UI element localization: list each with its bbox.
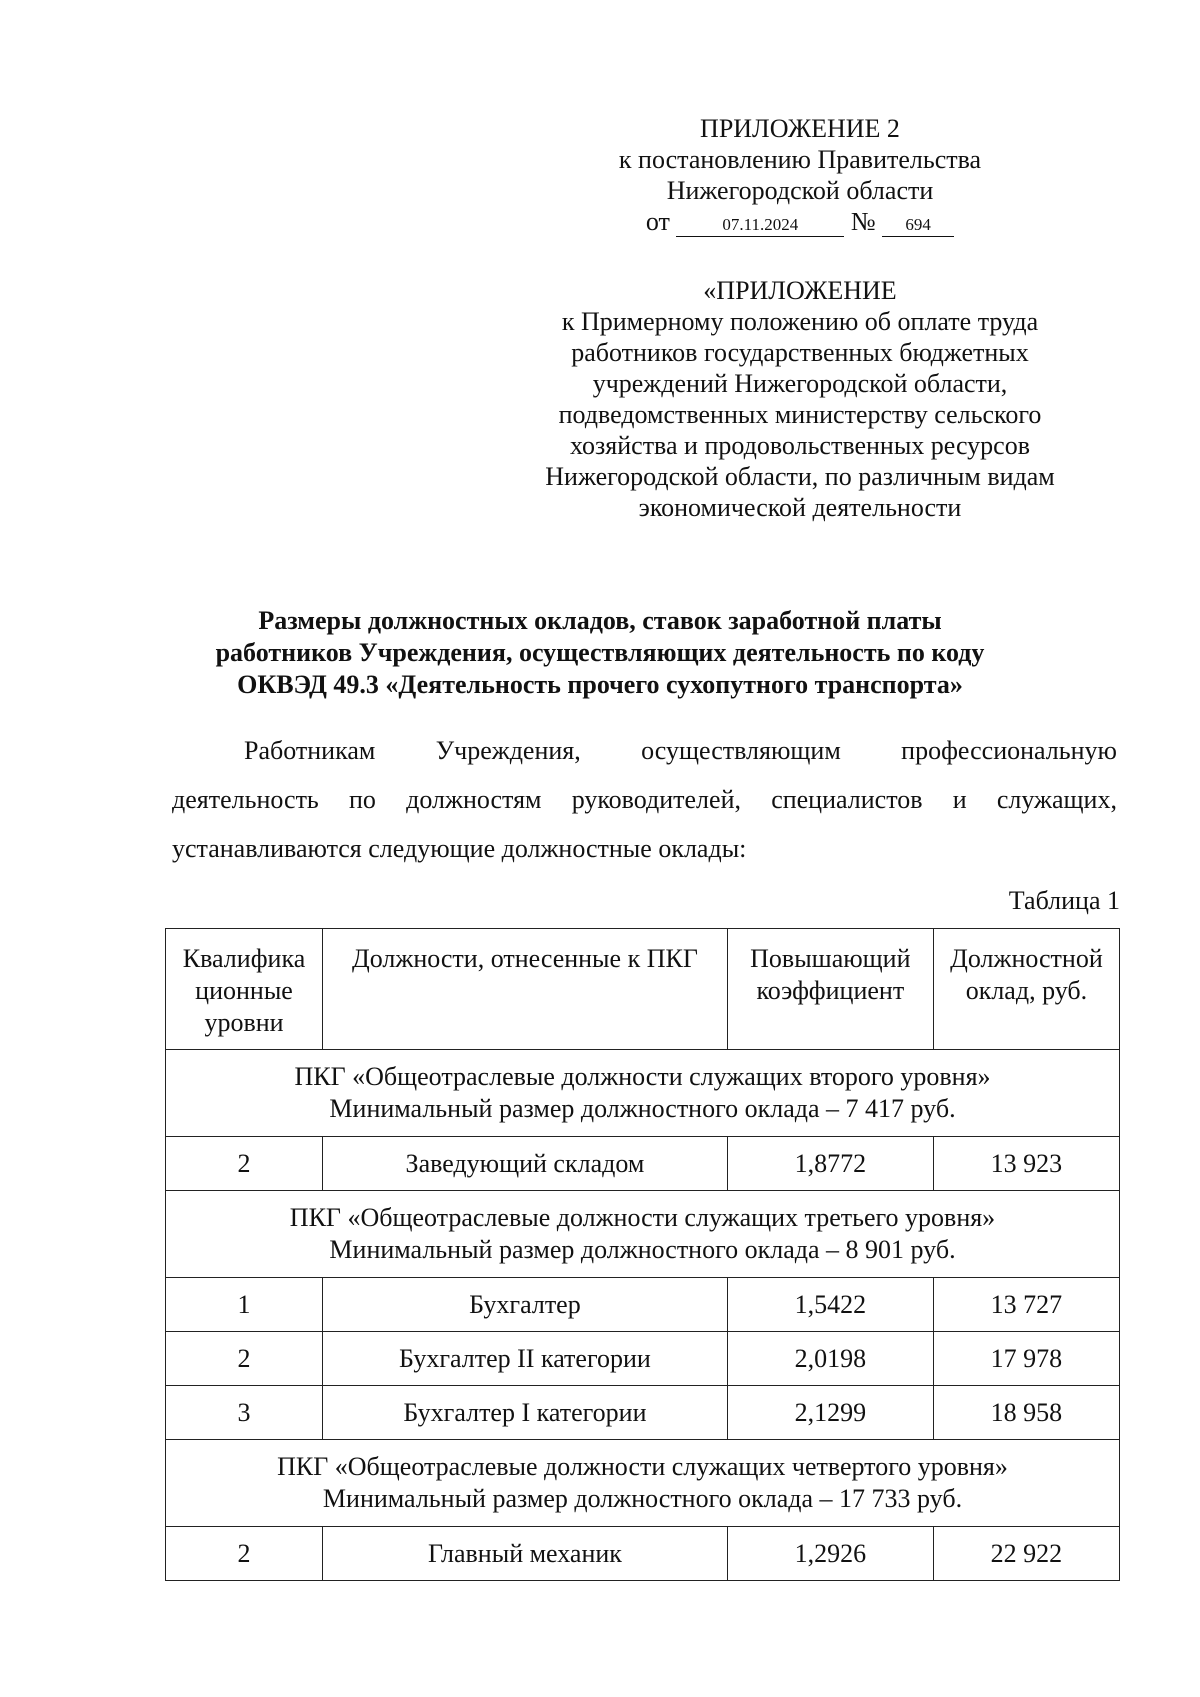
- annex-region: Нижегородской области: [666, 176, 934, 205]
- group-min-salary: Минимальный размер должностного оклада – 7 417 руб.: [329, 1094, 956, 1123]
- table-row: [166, 1527, 1120, 1581]
- decree-date: 07.11.2024: [676, 214, 844, 237]
- table-row: [166, 1386, 1120, 1440]
- cell-salary: 22 922: [933, 1527, 1119, 1581]
- annex-date-line: [560, 206, 1040, 237]
- word: Учреждения,: [435, 736, 581, 765]
- annex-reference: к постановлению Правительства: [618, 145, 982, 174]
- sub-header-line: к Примерному положению об оплате труда: [561, 307, 1039, 336]
- cell-coefficient: 1,5422: [727, 1278, 933, 1332]
- sub-header-line: работников государственных бюджетных: [571, 338, 1029, 367]
- salary-table: [165, 928, 1120, 1581]
- cell-position: Главный механик: [323, 1527, 728, 1581]
- heading-line: Размеры должностных окладов, ставок заработной платы: [258, 606, 942, 635]
- cell-salary: 18 958: [933, 1386, 1119, 1440]
- table-row: [166, 1278, 1120, 1332]
- annex-sub-header: [520, 275, 1080, 523]
- sub-header-line: учреждений Нижегородской области,: [592, 369, 1008, 398]
- group-cell: [166, 1440, 1120, 1527]
- table-row: [166, 1332, 1120, 1386]
- decree-number: 694: [882, 214, 954, 237]
- cell-salary: 13 727: [933, 1278, 1119, 1332]
- header-salary: Должностной оклад, руб.: [933, 929, 1119, 1050]
- cell-position: Заведующий складом: [323, 1137, 728, 1191]
- cell-level: 1: [166, 1278, 323, 1332]
- cell-level: 2: [166, 1527, 323, 1581]
- cell-position: Бухгалтер I категории: [323, 1386, 728, 1440]
- group-title: ПКГ «Общеотраслевые должности служащих второго уровня»: [294, 1062, 991, 1091]
- cell-coefficient: 2,0198: [727, 1332, 933, 1386]
- sub-header-line: Нижегородской области, по различным видам: [545, 462, 1055, 491]
- header-coefficient: Повышающий коэффициент: [727, 929, 933, 1050]
- group-title: ПКГ «Общеотраслевые должности служащих четвертого уровня»: [277, 1452, 1008, 1481]
- cell-level: 3: [166, 1386, 323, 1440]
- paragraph-line-3: [172, 833, 1117, 864]
- word: осуществляющим: [641, 736, 841, 765]
- word: должностям: [406, 785, 542, 814]
- sub-header-line: хозяйства и продовольственных ресурсов: [570, 431, 1030, 460]
- word: деятельность: [172, 785, 319, 814]
- word: специалистов: [771, 785, 923, 814]
- annex-title: ПРИЛОЖЕНИЕ 2: [700, 114, 900, 143]
- sub-header-line: подведомственных министерству сельского: [558, 400, 1042, 429]
- group-min-salary: Минимальный размер должностного оклада – 17 733 руб.: [322, 1484, 963, 1513]
- word: по: [349, 785, 376, 814]
- heading-line: работников Учреждения, осуществляющих деятельность по коду: [215, 638, 985, 667]
- word: Работникам: [244, 736, 376, 765]
- table-header-row: [166, 929, 1120, 1050]
- word: служащих,: [996, 785, 1117, 814]
- cell-coefficient: 1,2926: [727, 1527, 933, 1581]
- sub-header-line: «ПРИЛОЖЕНИЕ: [703, 276, 897, 305]
- number-sign: №: [850, 207, 876, 236]
- paragraph-line-1: [244, 735, 1117, 766]
- document-heading: [150, 605, 1050, 701]
- table-row: [166, 1137, 1120, 1191]
- paragraph-text: устанавливаются следующие должностные оклады:: [172, 834, 747, 863]
- cell-position: Бухгалтер II категории: [323, 1332, 728, 1386]
- sub-header-line: экономической деятельности: [638, 493, 962, 522]
- cell-coefficient: 2,1299: [727, 1386, 933, 1440]
- header-position: Должности, отнесенные к ПКГ: [323, 929, 728, 1050]
- header-level: Квалифика ционные уровни: [166, 929, 323, 1050]
- group-min-salary: Минимальный размер должностного оклада – 8 901 руб.: [329, 1235, 956, 1264]
- paragraph-line-2: [172, 784, 1117, 815]
- date-prefix: от: [645, 207, 670, 236]
- cell-level: 2: [166, 1137, 323, 1191]
- cell-level: 2: [166, 1332, 323, 1386]
- table-label: Таблица 1: [1008, 886, 1120, 915]
- group-row: [166, 1050, 1120, 1137]
- annex-header: [560, 113, 1040, 237]
- heading-line: ОКВЭД 49.3 «Деятельность прочего сухопутного транспорта»: [237, 670, 963, 699]
- group-title: ПКГ «Общеотраслевые должности служащих третьего уровня»: [289, 1203, 996, 1232]
- word: профессиональную: [901, 736, 1117, 765]
- word: и: [952, 785, 967, 814]
- cell-salary: 17 978: [933, 1332, 1119, 1386]
- cell-salary: 13 923: [933, 1137, 1119, 1191]
- group-row: [166, 1440, 1120, 1527]
- word: руководителей,: [571, 785, 741, 814]
- group-row: [166, 1191, 1120, 1278]
- group-cell: [166, 1191, 1120, 1278]
- cell-position: Бухгалтер: [323, 1278, 728, 1332]
- group-cell: [166, 1050, 1120, 1137]
- cell-coefficient: 1,8772: [727, 1137, 933, 1191]
